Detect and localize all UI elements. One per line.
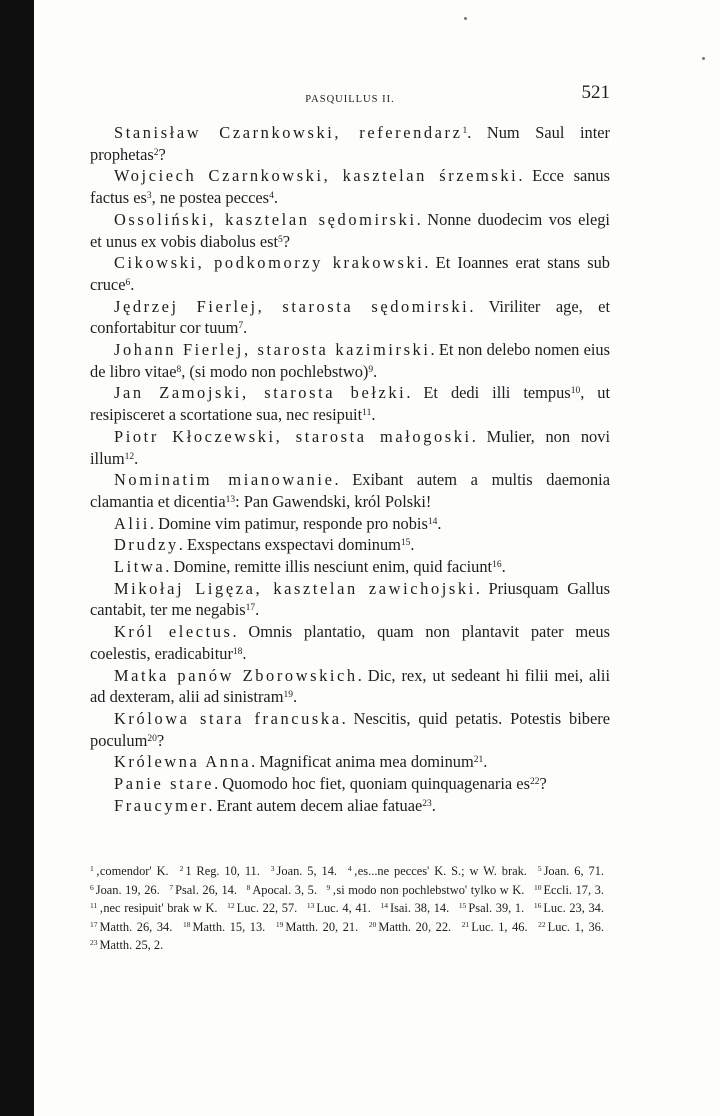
speaker-name: Alii <box>114 513 150 533</box>
footnote-text: Luc. 1, 36. <box>547 919 604 934</box>
speech-punct: . <box>501 557 506 577</box>
speech-punct: . <box>437 513 442 533</box>
footnote <box>459 901 524 915</box>
footnote-text: Luc. 1, 46. <box>471 919 528 934</box>
speech-paragraph <box>90 751 610 773</box>
speech-paragraph <box>90 621 610 664</box>
speech-text: . Nonne duodecim vos elegi et unus ex vobis diabolus est <box>90 209 610 251</box>
footnote-number: 4 <box>347 864 352 873</box>
footnote-ref: 1 <box>462 126 468 136</box>
speech-punct: . <box>292 687 298 707</box>
speech-text: . Et Ioannes erat stans sub cruce <box>90 253 610 294</box>
footnote-ref: 12 <box>124 451 135 462</box>
footnote-number: 2 <box>179 864 184 873</box>
speech-text: . Nescitis, quid petatis. Potestis bibere poculum <box>90 708 610 750</box>
speaker-name: Piotr Kłoczewski <box>114 426 276 446</box>
book-binding-edge <box>0 0 34 1116</box>
footnote <box>183 920 265 934</box>
footnote-ref: 5 <box>278 234 283 245</box>
footnote-text: Joan. 19, 26. <box>95 882 160 897</box>
footnote <box>247 883 317 897</box>
footnote-text: ‚comendor' K. <box>95 864 169 878</box>
speaker-name: Nominatim mianowanie <box>114 470 335 490</box>
footnote-text: Luc. 4, 41. <box>316 901 371 915</box>
footnote-number: 14 <box>380 901 388 910</box>
footnote <box>90 920 172 934</box>
footnote <box>327 883 525 897</box>
footnote <box>380 901 449 915</box>
footnote <box>276 920 358 934</box>
footnote <box>90 938 163 952</box>
footnote-text: Matth. 20, 21. <box>285 919 359 934</box>
footnote-ref: 11 <box>362 408 372 419</box>
footnote-ref: 2 <box>153 147 159 158</box>
running-head <box>90 82 610 110</box>
footnote-ref: 15 <box>400 538 411 549</box>
footnote-ref: 19 <box>283 690 293 701</box>
footnote-number: 16 <box>533 901 542 910</box>
speech-punct: . <box>255 600 260 620</box>
footnote-text: ‚es...ne pecces' K. S.; w W. brak. <box>353 864 527 878</box>
speaker-name: Jędrzej Fierlej <box>114 296 258 316</box>
footnote-text: Apocal. 3, 5. <box>252 882 317 897</box>
speech-text: . Erant autem decem aliae fatuae <box>208 795 423 815</box>
speaker-name: Królowa stara francuska <box>114 708 342 728</box>
footnote-text: Eccli. 17, 3. <box>543 882 604 897</box>
footnote-number: 21 <box>461 919 470 929</box>
footnote-number: 3 <box>270 864 275 873</box>
speech-punct: . <box>273 188 278 208</box>
footnote <box>348 864 527 878</box>
speech-paragraph <box>90 773 610 795</box>
footnotes <box>90 862 610 955</box>
footnote-text: Psal. 39, 1. <box>468 901 525 915</box>
speaker-office: , starosta kazimirski <box>243 340 431 360</box>
footnote-number: 23 <box>90 938 98 947</box>
speaker-name: Mikołaj Ligęza <box>114 578 256 598</box>
footnote <box>534 901 604 915</box>
speech-text: . Ecce sanus factus es <box>90 166 610 208</box>
footnote-ref: 18 <box>232 646 243 657</box>
speaker-office: , starosta bełzki <box>241 383 407 403</box>
footnote <box>462 920 528 934</box>
footnote <box>271 864 337 878</box>
footnote-number: 17 <box>90 919 98 929</box>
speaker-name: Drudzy <box>114 535 179 555</box>
footnote-ref: 21 <box>473 755 484 766</box>
main-text <box>90 122 610 817</box>
speech-text: . Dic, rex, ut sedeant hi filii mei, alii ad dexteram, alii ad sinistram <box>90 665 610 707</box>
footnote-ref: 6 <box>125 277 131 288</box>
speech-paragraph <box>90 165 610 208</box>
speech-punct: . <box>410 535 415 555</box>
speech-paragraph <box>90 122 610 165</box>
footnote-number: 18 <box>182 919 191 929</box>
speaker-office: , podkomorzy krakowski <box>197 253 425 273</box>
footnote-text: Luc. 23, 34. <box>543 901 604 915</box>
footnote-number: 19 <box>275 919 284 929</box>
footnote-ref: 23 <box>422 798 432 809</box>
speaker-name: Królewna Anna <box>114 752 252 772</box>
speech-paragraph <box>90 556 610 578</box>
speaker-office: , referendarz <box>334 123 463 142</box>
speech-paragraph <box>90 252 610 295</box>
footnote-number: 22 <box>538 919 546 929</box>
speech-punct: ? <box>539 774 547 794</box>
footnote-text: Joan. 5, 14. <box>276 864 337 878</box>
speech-punct: . <box>373 361 378 381</box>
footnote-number: 5 <box>537 864 542 873</box>
speech-text: . Mulier, non novi illum <box>90 426 610 468</box>
speech-text: , ut resipisceret a scortatione sua, nec resipuit <box>90 383 611 425</box>
footnote-ref: 16 <box>492 560 502 571</box>
footnote-number: 11 <box>90 901 98 910</box>
footnote-ref: 3 <box>146 191 152 202</box>
speech-punct: . <box>242 643 247 663</box>
speech-text: . Exspectans exspectavi dominum <box>178 535 401 555</box>
speech-paragraph <box>90 426 610 469</box>
footnote <box>90 864 169 878</box>
footnote-text: Matth. 25, 2. <box>99 938 164 952</box>
speech-paragraph <box>90 534 610 556</box>
footnote-text: Joan. 6, 71. <box>543 864 604 878</box>
footnote-text: ‚nec resipuit' brak w K. <box>99 901 218 915</box>
speech-text: , ne postea pecces <box>151 188 270 208</box>
running-head-title: PASQUILLUS II. <box>305 94 395 105</box>
footnote-ref: 8 <box>176 364 182 375</box>
footnote-ref: 13 <box>225 494 236 505</box>
speech-text: , (si modo non pochlebstwo) <box>181 361 369 381</box>
footnote-text: Matth. 15, 13. <box>192 919 266 934</box>
speech-punct: . <box>431 795 436 815</box>
footnote-text: ‚si modo non pochlebstwo' tylko w K. <box>332 882 525 897</box>
footnote-number: 10 <box>533 882 542 892</box>
speaker-name: Stanisław Czarnkowski <box>114 123 335 142</box>
footnote-text: 1 Reg. 10, 11. <box>185 864 260 878</box>
footnote-ref: 10 <box>570 386 581 397</box>
speech-punct: . <box>371 405 376 425</box>
speaker-name: Król electus <box>114 622 233 642</box>
footnote-number: 8 <box>246 882 251 892</box>
speech-punct: . <box>130 274 135 294</box>
footnote-number: 20 <box>368 919 377 929</box>
speaker-name: Litwa <box>114 557 166 577</box>
speech-punct: . <box>134 448 139 468</box>
speech-text: . Num Saul inter prophetas <box>90 123 610 164</box>
footnote-number: 6 <box>90 882 94 892</box>
speaker-office: , starosta sędomirski <box>257 296 470 316</box>
speaker-name: Wojciech Czarnkowski <box>114 166 324 186</box>
footnote <box>169 883 237 897</box>
footnote <box>180 864 260 878</box>
speech-punct: ? <box>282 231 291 251</box>
speech-punct: ? <box>156 730 165 750</box>
speaker-name: Cikowski <box>114 253 198 273</box>
footnote-text: Matth. 20, 22. <box>378 919 452 934</box>
footnote-text: Matth. 26, 34. <box>99 919 173 934</box>
footnote-number: 7 <box>169 882 174 892</box>
footnote-text: Luc. 22, 57. <box>236 901 298 915</box>
speech-paragraph <box>90 209 610 252</box>
footnote-ref: 14 <box>427 516 438 527</box>
footnote-ref: 22 <box>529 777 540 788</box>
speech-text: . Et dedi illi tempus <box>406 383 571 403</box>
footnote <box>534 883 604 897</box>
footnote-number: 1 <box>90 864 94 873</box>
speaker-name: Matka panów Zborowskich <box>114 665 358 685</box>
footnote <box>307 901 371 915</box>
footnote-text: Isai. 38, 14. <box>389 901 450 915</box>
footnote <box>538 920 604 934</box>
speech-paragraph <box>90 665 610 708</box>
speech-punct: . <box>483 752 488 772</box>
page-number: 521 <box>581 82 610 103</box>
footnote-number: 15 <box>458 901 467 910</box>
speaker-name: Ossoliński <box>114 209 210 229</box>
footnote <box>90 883 160 897</box>
footnote-ref: 7 <box>238 321 244 332</box>
speech-text: . Domine, remitte illis nesciunt enim, quid faciunt <box>165 557 493 577</box>
speech-text: . Magnificat anima mea dominum <box>251 752 474 772</box>
speaker-office: , kasztelan zawichojski <box>255 578 476 598</box>
speaker-office: , kasztelan śrzemski <box>323 166 519 186</box>
speech-text: . Et non delebo nomen eius de libro vitae <box>90 340 611 381</box>
speaker-name: Panie stare <box>114 774 215 794</box>
footnote-number: 13 <box>306 901 315 910</box>
speech-punct: . <box>243 318 248 338</box>
footnote-number: 12 <box>227 901 235 910</box>
speech-text: . Domine vim patimur, responde pro nobis <box>149 513 428 533</box>
footnote-ref: 4 <box>269 191 274 202</box>
speech-paragraph <box>90 296 610 339</box>
speech-text: . Viriliter age, et confortabitur cor tuum <box>90 296 610 338</box>
speech-paragraph <box>90 578 610 621</box>
footnote <box>538 864 604 878</box>
speaker-office: , kasztelan sędomirski <box>209 209 417 229</box>
speech-paragraph <box>90 339 610 382</box>
speech-text: . Omnis plantatio, quam non plantavit pater meus coelestis, eradicabitur <box>90 622 610 663</box>
footnote-text: Psal. 26, 14. <box>175 882 237 897</box>
speech-text: . Quomodo hoc fiet, quoniam quinquagenaria es <box>214 774 530 794</box>
footnote-number: 9 <box>326 882 331 892</box>
speech-paragraph <box>90 513 610 535</box>
footnote-ref: 17 <box>245 603 256 614</box>
speech-punct: ? <box>158 144 166 164</box>
speaker-name: Fraucymer <box>114 795 209 815</box>
speaker-name: Johann Fierlej <box>114 340 244 360</box>
speech-paragraph <box>90 382 610 425</box>
speaker-office: , starosta małogoski <box>275 426 472 446</box>
paper-speck <box>464 17 467 20</box>
footnote <box>90 901 218 915</box>
speech-paragraph <box>90 469 610 512</box>
speech-text: : Pan Gawendski, król Polski! <box>235 491 432 511</box>
footnote-ref: 20 <box>147 733 157 744</box>
speaker-name: Jan Zamojski <box>114 383 242 403</box>
speech-text: . Priusquam Gallus cantabit, ter me negabis <box>90 578 611 620</box>
speech-paragraph <box>90 795 610 817</box>
footnote-ref: 9 <box>368 364 374 375</box>
paper-speck <box>702 57 705 60</box>
speech-paragraph <box>90 708 610 751</box>
speech-text: . Exibant autem a multis daemonia clamantia et dicentia <box>90 470 610 511</box>
footnote <box>369 920 451 934</box>
footnote <box>227 901 297 915</box>
